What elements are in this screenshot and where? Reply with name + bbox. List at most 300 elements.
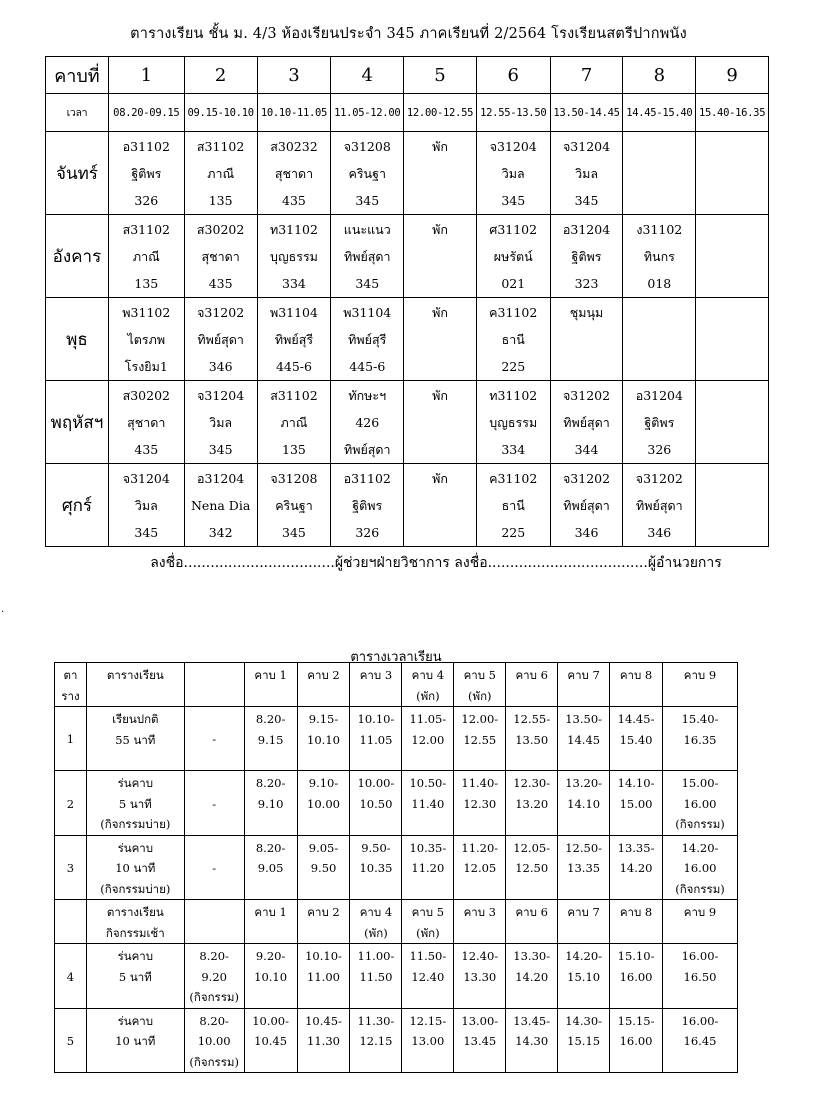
time-line: 11.50- bbox=[409, 949, 447, 963]
period-time: 12.00-12.55 bbox=[404, 94, 477, 132]
class-cell bbox=[476, 381, 550, 464]
time-line: 10.50 bbox=[359, 796, 393, 811]
class-cell bbox=[184, 464, 257, 547]
class-cell-line: 334 bbox=[282, 276, 306, 291]
time-line: 15.15- bbox=[617, 1013, 655, 1028]
time-line: 12.30- bbox=[513, 776, 551, 790]
class-cell-line: ทิพย์สุดา bbox=[636, 498, 683, 513]
class-cell-line: อ31204 bbox=[562, 222, 611, 237]
class-cell-line: ฐิติพร bbox=[131, 166, 162, 181]
class-cell-line: บุญธรรม bbox=[489, 415, 538, 430]
class-cell-line: 345 bbox=[282, 525, 306, 540]
class-cell bbox=[404, 132, 477, 215]
row-label bbox=[86, 771, 184, 836]
time-line: 8.20- bbox=[255, 840, 286, 855]
class-cell-line: ค31102 bbox=[489, 471, 538, 486]
class-cell bbox=[623, 464, 696, 547]
time-line: 10.10- bbox=[305, 949, 342, 963]
time-line: 14.45 bbox=[567, 732, 601, 747]
header-period bbox=[663, 663, 738, 707]
time-line: 12.15 bbox=[359, 1034, 393, 1048]
row-number: 2 bbox=[55, 771, 87, 836]
label-line: ร่นคาบ bbox=[117, 1013, 154, 1028]
time-line: 11.40- bbox=[461, 776, 499, 790]
row-extra bbox=[184, 944, 244, 1009]
class-cell-line: 344 bbox=[574, 442, 599, 457]
header-col-schedule bbox=[86, 900, 184, 944]
period-number: 9 bbox=[696, 57, 769, 94]
period-label: คาบที่ bbox=[46, 57, 109, 94]
time-line: 10.00- bbox=[252, 1013, 289, 1028]
time-cell bbox=[350, 944, 402, 1009]
time-line: 13.50- bbox=[565, 712, 603, 726]
day-name: อังคาร bbox=[46, 215, 109, 298]
time-cell bbox=[663, 771, 738, 836]
class-cell-line: โรงยิม1 bbox=[124, 359, 168, 374]
time-line: (กิจกรรม) bbox=[675, 817, 725, 831]
time-line: 16.00 bbox=[683, 861, 717, 875]
time-line: 13.30- bbox=[513, 949, 551, 963]
header-line: (พัก) bbox=[468, 688, 492, 703]
period-time: 09.15-10.10 bbox=[184, 94, 257, 132]
class-cell-line: พัก bbox=[432, 305, 448, 320]
extra-line: (กิจกรรม) bbox=[189, 1054, 239, 1069]
time-cell bbox=[350, 835, 402, 900]
period-time: 12.55-13.50 bbox=[476, 94, 550, 132]
time-line: 12.00 bbox=[411, 732, 445, 747]
time-cell bbox=[350, 707, 402, 771]
time-line: 14.10 bbox=[567, 796, 601, 811]
page-title: ตารางเรียน ชั้น ม. 4/3 ห้องเรียนประจำ 345 ภาคเรียนที่ 2/2564 โรงเรียนสตรีปากพนัง bbox=[130, 26, 687, 42]
class-cell bbox=[331, 215, 404, 298]
time-cell bbox=[297, 944, 350, 1009]
time-line: 11.20- bbox=[461, 840, 499, 855]
time-cell bbox=[297, 771, 350, 836]
period-number: 6 bbox=[476, 57, 550, 94]
time-cell bbox=[610, 835, 663, 900]
class-cell-line: 135 bbox=[208, 193, 233, 208]
header-period bbox=[244, 663, 297, 707]
time-line: 11.05- bbox=[409, 712, 447, 726]
time-cell bbox=[402, 1008, 454, 1073]
class-cell-line: 345 bbox=[355, 193, 380, 208]
time-cell bbox=[610, 707, 663, 771]
header-period bbox=[297, 900, 350, 944]
class-cell bbox=[476, 132, 550, 215]
class-cell-line: พ31104 bbox=[269, 305, 318, 320]
class-cell-line: 346 bbox=[574, 525, 599, 540]
class-cell-line: ท31102 bbox=[489, 388, 538, 403]
class-cell-line: 135 bbox=[282, 442, 306, 457]
extra-line: 8.20- bbox=[199, 1013, 229, 1028]
class-cell-line: ส30202 bbox=[122, 388, 170, 403]
time-line: 12.40- bbox=[461, 949, 499, 963]
header-line: (พัก) bbox=[416, 688, 440, 703]
header-period bbox=[297, 663, 350, 707]
class-cell-line: ทิพย์สุดา bbox=[343, 442, 391, 457]
class-cell-line: ทิพย์สุดา bbox=[563, 415, 610, 430]
header-period bbox=[402, 900, 454, 944]
header-line: คาบ 1 bbox=[254, 668, 287, 682]
class-cell-line: ทิพย์สุดา bbox=[563, 498, 610, 513]
time-cell bbox=[244, 707, 297, 771]
class-cell-line: 225 bbox=[501, 359, 526, 374]
time-line: 10.00 bbox=[307, 796, 340, 811]
class-cell-line: 345 bbox=[134, 525, 159, 540]
class-cell bbox=[108, 381, 184, 464]
day-name: ศุกร์ bbox=[46, 464, 109, 547]
class-cell bbox=[331, 464, 404, 547]
class-cell-line: ฐิติพร bbox=[571, 249, 602, 264]
time-cell bbox=[402, 944, 454, 1009]
class-cell-line: วิมล bbox=[575, 166, 598, 181]
time-line: 10.00- bbox=[357, 776, 395, 790]
row-label bbox=[86, 707, 184, 771]
time-line: 12.50- bbox=[565, 840, 603, 855]
header-period bbox=[558, 663, 610, 707]
class-cell-line: ธานี bbox=[501, 332, 525, 347]
header-period bbox=[558, 900, 610, 944]
header-line: คาบ 3 bbox=[463, 905, 496, 919]
period-number: 8 bbox=[623, 57, 696, 94]
label-line: (กิจกรรมบ่าย) bbox=[100, 881, 171, 896]
class-cell bbox=[108, 215, 184, 298]
class-cell-line: ทิพย์สุรี bbox=[274, 332, 314, 347]
time-line: 15.10 bbox=[567, 969, 601, 984]
time-line: 11.30- bbox=[357, 1013, 395, 1028]
class-cell-line: อ31204 bbox=[635, 388, 683, 403]
class-cell-line: จ31208 bbox=[270, 471, 318, 486]
class-cell bbox=[257, 298, 331, 381]
period-time-table bbox=[54, 662, 738, 1073]
class-cell-line: พัก bbox=[432, 139, 448, 154]
row-label bbox=[86, 835, 184, 900]
time-cell bbox=[663, 835, 738, 900]
class-cell-line: ทินกร bbox=[643, 249, 675, 264]
time-cell bbox=[297, 1008, 350, 1073]
time-line: 11.20 bbox=[411, 861, 445, 875]
time-cell bbox=[558, 771, 610, 836]
time-line: 13.20- bbox=[565, 776, 603, 790]
class-cell bbox=[108, 132, 184, 215]
class-cell-line: จ31202 bbox=[197, 305, 245, 320]
class-cell-line: ครินฐา bbox=[348, 166, 387, 181]
label-line: 10 นาที bbox=[115, 861, 156, 875]
class-cell-line: วิมล bbox=[134, 498, 158, 513]
class-cell-line: สุชาดา bbox=[201, 249, 240, 264]
class-cell bbox=[623, 132, 696, 215]
class-cell bbox=[550, 298, 623, 381]
time-cell bbox=[244, 1008, 297, 1073]
time-line: 15.15 bbox=[567, 1034, 601, 1048]
row-extra bbox=[184, 835, 244, 900]
time-table-title: ตารางเวลาเรียน bbox=[350, 650, 442, 665]
class-cell bbox=[696, 298, 769, 381]
time-line: 13.35- bbox=[617, 840, 655, 855]
period-number: 7 bbox=[550, 57, 623, 94]
class-cell-line: ส31102 bbox=[196, 139, 245, 154]
class-cell-line: จ31204 bbox=[489, 139, 537, 154]
day-row bbox=[46, 132, 769, 215]
class-cell bbox=[184, 132, 257, 215]
time-cell bbox=[663, 944, 738, 1009]
class-cell-line: พ31104 bbox=[343, 305, 392, 320]
time-line: 12.00- bbox=[461, 712, 499, 726]
time-cell bbox=[454, 771, 506, 836]
class-cell bbox=[550, 464, 623, 547]
row-number: 5 bbox=[55, 1008, 87, 1073]
class-cell-line: ภาณี bbox=[207, 166, 235, 181]
period-time: 14.45-15.40 bbox=[623, 94, 696, 132]
time-line: 12.30 bbox=[463, 796, 497, 811]
class-cell-line: จ31202 bbox=[635, 471, 683, 486]
time-line: 9.05- bbox=[308, 840, 339, 855]
header-period bbox=[610, 663, 663, 707]
class-cell-line: 435 bbox=[282, 193, 306, 208]
time-table-row bbox=[55, 944, 738, 1009]
row-number: 1 bbox=[55, 707, 87, 771]
time-cell bbox=[402, 707, 454, 771]
time-line: 14.30 bbox=[515, 1034, 549, 1048]
class-cell-line: ธานี bbox=[501, 498, 525, 513]
header-line: คาบ 4 bbox=[359, 905, 393, 919]
class-cell-line: อ31204 bbox=[196, 471, 245, 486]
header-line: คาบ 9 bbox=[683, 905, 717, 919]
period-number: 3 bbox=[257, 57, 331, 94]
header-line: (พัก) bbox=[416, 925, 440, 940]
class-cell bbox=[331, 381, 404, 464]
time-table-header-row bbox=[55, 900, 738, 944]
time-cell bbox=[454, 1008, 506, 1073]
time-line: 13.20 bbox=[515, 796, 549, 811]
row-number: 4 bbox=[55, 944, 87, 1009]
time-cell bbox=[506, 771, 558, 836]
class-cell-line: 326 bbox=[647, 442, 672, 457]
class-cell-line: 345 bbox=[574, 193, 599, 208]
class-cell-line: อ31102 bbox=[343, 471, 391, 486]
label-line: (กิจกรรมบ่าย) bbox=[100, 817, 171, 831]
time-line: 11.05 bbox=[359, 732, 393, 747]
time-line: 15.10- bbox=[617, 949, 655, 963]
class-cell-line: จ31204 bbox=[562, 139, 611, 154]
header-period bbox=[663, 900, 738, 944]
header-col-schedule: ตารางเรียน bbox=[86, 663, 184, 707]
time-cell bbox=[558, 1008, 610, 1073]
time-cell bbox=[506, 944, 558, 1009]
extra-line: 10.00 bbox=[197, 1034, 231, 1048]
class-cell-line: พ31102 bbox=[122, 305, 171, 320]
class-cell-line: อ31102 bbox=[122, 139, 170, 154]
header-line: คาบ 7 bbox=[567, 905, 600, 919]
time-line: 11.00- bbox=[357, 949, 395, 963]
time-line: (กิจกรรม) bbox=[675, 881, 725, 896]
class-cell bbox=[696, 381, 769, 464]
time-line: 11.50 bbox=[359, 969, 393, 984]
time-line: 9.05 bbox=[257, 861, 284, 875]
time-cell bbox=[454, 944, 506, 1009]
class-cell bbox=[184, 215, 257, 298]
period-time: 11.05-12.00 bbox=[331, 94, 404, 132]
time-line: 10.10 bbox=[307, 732, 340, 747]
class-cell bbox=[476, 464, 550, 547]
label-line: 10 นาที bbox=[115, 1034, 156, 1048]
class-cell-line: 346 bbox=[647, 525, 672, 540]
class-cell bbox=[623, 381, 696, 464]
class-cell-line: ภาณี bbox=[280, 415, 308, 430]
header-col-number bbox=[55, 663, 87, 707]
period-time: 15.40-16.35 bbox=[696, 94, 769, 132]
class-cell-line: พัก bbox=[432, 471, 448, 486]
class-cell-line: ส30232 bbox=[270, 139, 318, 154]
time-line: 8.20- bbox=[255, 712, 286, 726]
time-line: 9.15- bbox=[308, 712, 339, 726]
time-line: 14.20 bbox=[515, 969, 549, 984]
time-line: 11.30 bbox=[307, 1034, 340, 1048]
class-cell-line: Nena Dia bbox=[190, 498, 251, 513]
label-line: 55 นาที bbox=[115, 732, 156, 747]
header-period bbox=[610, 900, 663, 944]
class-cell-line: สุชาดา bbox=[274, 166, 314, 181]
class-cell-line: 445-6 bbox=[275, 359, 312, 374]
time-line: 14.20- bbox=[565, 949, 603, 963]
time-cell bbox=[297, 707, 350, 771]
time-cell bbox=[506, 707, 558, 771]
day-name: จันทร์ bbox=[46, 132, 109, 215]
day-row bbox=[46, 298, 769, 381]
label-line: ร่นคาบ bbox=[117, 949, 154, 963]
class-cell-line: จ31202 bbox=[562, 388, 611, 403]
class-cell-line: พัก bbox=[432, 222, 448, 237]
class-cell bbox=[257, 132, 331, 215]
time-cell bbox=[350, 771, 402, 836]
time-line: 9.50 bbox=[310, 861, 337, 875]
time-line: 9.10 bbox=[257, 796, 284, 811]
time-cell bbox=[454, 835, 506, 900]
class-cell-line: ชุมนุม bbox=[569, 305, 604, 320]
class-cell-line: สุชาดา bbox=[127, 415, 166, 430]
period-header-row bbox=[46, 57, 769, 94]
time-cell bbox=[558, 944, 610, 1009]
class-cell-line: ทิพย์สุรี bbox=[348, 332, 387, 347]
time-line: 12.40 bbox=[411, 969, 445, 984]
header-line: คาบ 5 bbox=[463, 668, 496, 682]
time-line: 12.15- bbox=[409, 1013, 447, 1028]
class-cell-line: 021 bbox=[501, 276, 526, 291]
time-cell bbox=[506, 1008, 558, 1073]
time-line: 10.35- bbox=[409, 840, 447, 855]
header-line: (พัก) bbox=[364, 925, 388, 940]
class-cell-line: 326 bbox=[355, 525, 380, 540]
stray-mark: . bbox=[1, 604, 5, 615]
time-cell bbox=[244, 771, 297, 836]
class-cell-line: 345 bbox=[208, 442, 233, 457]
class-cell bbox=[550, 132, 623, 215]
label-line: ร่นคาบ bbox=[117, 840, 154, 855]
time-line: 12.55- bbox=[513, 712, 551, 726]
time-line: 10.10 bbox=[254, 969, 288, 984]
time-cell bbox=[610, 944, 663, 1009]
time-table-row bbox=[55, 835, 738, 900]
header-line: ราง bbox=[61, 688, 80, 703]
day-name: พฤหัสฯ bbox=[46, 381, 109, 464]
signature-line: ลงชื่อ..................................ผู้ช่วยฯฝ่ายวิชาการ ลงชื่อ....................................ผู้อำนวยการ bbox=[150, 555, 722, 571]
header-line: ตา bbox=[63, 668, 78, 682]
header-period bbox=[454, 900, 506, 944]
time-label: เวลา bbox=[46, 94, 109, 132]
time-line: 13.50 bbox=[515, 732, 549, 747]
class-cell-line: ค31102 bbox=[489, 305, 538, 320]
header-col-number bbox=[55, 900, 87, 944]
class-cell bbox=[331, 132, 404, 215]
period-time: 08.20-09.15 bbox=[108, 94, 184, 132]
time-cell bbox=[663, 707, 738, 771]
time-line: 16.00 bbox=[619, 969, 653, 984]
header-col-extra bbox=[184, 663, 244, 707]
class-cell bbox=[184, 381, 257, 464]
class-cell-line: 323 bbox=[574, 276, 599, 291]
header-line: คาบ 4 bbox=[411, 668, 445, 682]
class-cell bbox=[331, 298, 404, 381]
time-line: 12.05 bbox=[463, 861, 497, 875]
header-line: คาบ 8 bbox=[619, 905, 653, 919]
time-line: 16.00- bbox=[681, 1013, 719, 1028]
header-period bbox=[402, 663, 454, 707]
time-cell bbox=[402, 835, 454, 900]
extra-line: (กิจกรรม) bbox=[189, 990, 239, 1004]
header-period bbox=[350, 900, 402, 944]
header-line: คาบ 9 bbox=[683, 668, 717, 682]
day-row bbox=[46, 215, 769, 298]
time-cell bbox=[244, 944, 297, 1009]
time-cell bbox=[610, 771, 663, 836]
header-line: คาบ 5 bbox=[411, 905, 445, 919]
class-cell-line: ฐิติพร bbox=[352, 498, 383, 513]
class-cell-line: 426 bbox=[355, 415, 380, 430]
time-line: 13.45 bbox=[463, 1034, 497, 1048]
class-cell-line: 435 bbox=[134, 442, 159, 457]
header-period bbox=[244, 900, 297, 944]
time-table-row bbox=[55, 771, 738, 836]
header-line: คาบ 6 bbox=[515, 905, 548, 919]
class-cell bbox=[108, 464, 184, 547]
row-number: 3 bbox=[55, 835, 87, 900]
class-cell-line: จ31202 bbox=[562, 471, 611, 486]
class-cell-line: 018 bbox=[647, 276, 672, 291]
day-name: พุธ bbox=[46, 298, 109, 381]
row-extra bbox=[184, 771, 244, 836]
extra-line: - bbox=[212, 732, 217, 747]
time-line: 16.00- bbox=[681, 949, 719, 963]
time-line: 11.00 bbox=[307, 969, 340, 984]
time-line: 14.20 bbox=[619, 861, 653, 875]
class-cell-line: 326 bbox=[134, 193, 159, 208]
time-table-row bbox=[55, 1008, 738, 1073]
class-cell-line: ไตรภพ bbox=[127, 332, 166, 347]
time-cell bbox=[244, 835, 297, 900]
class-cell-line: ส31102 bbox=[122, 222, 170, 237]
header-line: คาบ 3 bbox=[359, 668, 393, 682]
header-line: คาบ 8 bbox=[619, 668, 653, 682]
label-line: เรียนปกติ bbox=[112, 712, 159, 726]
label-line: ร่นคาบ bbox=[117, 776, 154, 790]
header-col-extra bbox=[184, 900, 244, 944]
class-cell-line: ผษรัตน์ bbox=[493, 249, 533, 264]
class-cell bbox=[550, 381, 623, 464]
header-line: ตารางเรียน bbox=[106, 905, 164, 919]
class-cell-line: พัก bbox=[432, 388, 448, 403]
header-period bbox=[350, 663, 402, 707]
class-cell-line: ส31102 bbox=[270, 388, 318, 403]
